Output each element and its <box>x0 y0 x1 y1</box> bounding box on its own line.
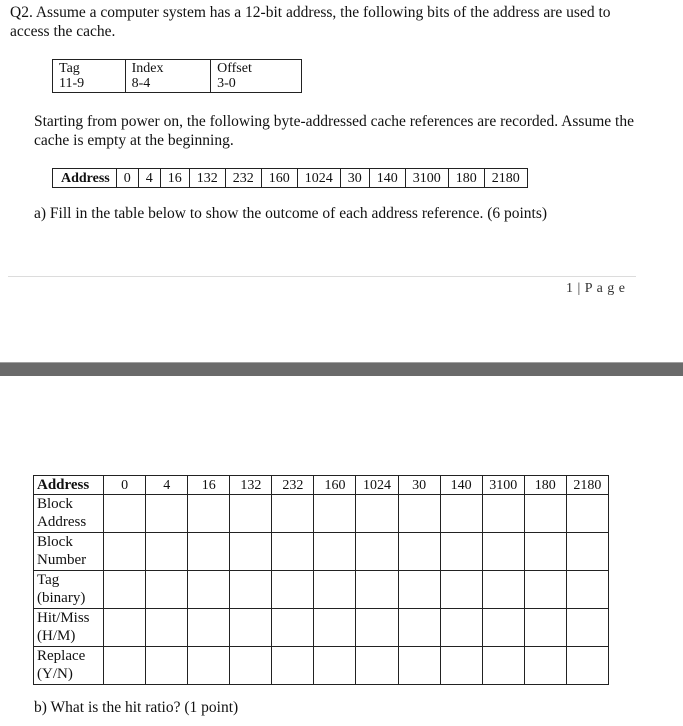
answer-cell[interactable] <box>146 647 188 685</box>
outcome-address-cell: 180 <box>524 476 566 495</box>
answer-cell[interactable] <box>188 495 230 533</box>
outcome-row-label: Tag (binary) <box>34 571 104 609</box>
answer-cell[interactable] <box>314 647 356 685</box>
address-cell: 232 <box>225 169 261 188</box>
answer-cell[interactable] <box>440 571 482 609</box>
answer-cell[interactable] <box>398 533 440 571</box>
answer-cell[interactable] <box>356 571 398 609</box>
address-cell: 4 <box>138 169 160 188</box>
answer-cell[interactable] <box>230 609 272 647</box>
answer-cell[interactable] <box>230 647 272 685</box>
address-header: Address <box>53 169 117 188</box>
answer-cell[interactable] <box>440 533 482 571</box>
answer-cell[interactable] <box>230 571 272 609</box>
answer-cell[interactable] <box>230 533 272 571</box>
answer-cell[interactable] <box>188 571 230 609</box>
answer-cell[interactable] <box>356 495 398 533</box>
address-cell: 140 <box>369 169 405 188</box>
outcome-address-cell: 30 <box>398 476 440 495</box>
outcome-row-label: Block Number <box>34 533 104 571</box>
answer-cell[interactable] <box>146 533 188 571</box>
outcome-row <box>34 533 609 571</box>
outcome-row <box>34 571 609 609</box>
answer-cell[interactable] <box>398 647 440 685</box>
answer-cell[interactable] <box>188 647 230 685</box>
outcome-row-label: Block Address <box>34 495 104 533</box>
answer-cell[interactable] <box>482 647 524 685</box>
answer-cell[interactable] <box>482 571 524 609</box>
answer-cell[interactable] <box>566 647 608 685</box>
answer-cell[interactable] <box>314 609 356 647</box>
answer-cell[interactable] <box>524 571 566 609</box>
outcome-address-cell: 0 <box>104 476 146 495</box>
bits-range: 3-0 <box>217 76 236 91</box>
answer-cell[interactable] <box>272 647 314 685</box>
bits-field-offset <box>211 60 302 93</box>
answer-cell[interactable] <box>356 609 398 647</box>
address-cell: 2180 <box>484 169 527 188</box>
answer-cell[interactable] <box>356 533 398 571</box>
part-b-text: b) What is the hit ratio? (1 point) <box>34 699 239 716</box>
answer-cell[interactable] <box>524 533 566 571</box>
address-cell: 1024 <box>297 169 340 188</box>
outcome-row-label: Hit/Miss (H/M) <box>34 609 104 647</box>
bits-field-tag <box>53 60 126 93</box>
outcome-address-cell: 16 <box>188 476 230 495</box>
address-cell: 180 <box>448 169 484 188</box>
bits-range: 8-4 <box>131 76 151 91</box>
answer-cell[interactable] <box>314 571 356 609</box>
answer-cell[interactable] <box>314 495 356 533</box>
outcome-address-cell: 132 <box>230 476 272 495</box>
answer-cell[interactable] <box>440 495 482 533</box>
bits-header: Offset <box>217 61 252 76</box>
outcome-table <box>33 475 609 685</box>
answer-cell[interactable] <box>524 609 566 647</box>
answer-cell[interactable] <box>482 609 524 647</box>
answer-cell[interactable] <box>398 495 440 533</box>
answer-cell[interactable] <box>524 495 566 533</box>
answer-cell[interactable] <box>566 533 608 571</box>
answer-cell[interactable] <box>566 495 608 533</box>
answer-cell[interactable] <box>398 571 440 609</box>
outcome-row <box>34 647 609 685</box>
address-cell: 30 <box>340 169 369 188</box>
outcome-address-cell: 4 <box>146 476 188 495</box>
answer-cell[interactable] <box>188 609 230 647</box>
address-bits-table <box>52 59 302 93</box>
answer-cell[interactable] <box>566 571 608 609</box>
answer-cell[interactable] <box>104 647 146 685</box>
answer-cell[interactable] <box>524 647 566 685</box>
outcome-row <box>34 495 609 533</box>
reference-address-table <box>52 168 528 188</box>
outcome-address-cell: 140 <box>440 476 482 495</box>
address-cell: 16 <box>160 169 189 188</box>
answer-cell[interactable] <box>272 533 314 571</box>
answer-cell[interactable] <box>440 647 482 685</box>
answer-cell[interactable] <box>482 495 524 533</box>
answer-cell[interactable] <box>104 571 146 609</box>
address-cell: 160 <box>261 169 297 188</box>
outcome-address-cell: 232 <box>272 476 314 495</box>
bits-field-index <box>125 60 210 93</box>
part-a-text: a) Fill in the table below to show the outcome of each address reference. (6 points) <box>34 205 548 222</box>
outcome-address-cell: 160 <box>314 476 356 495</box>
outcome-address-cell: 3100 <box>482 476 524 495</box>
answer-cell[interactable] <box>146 571 188 609</box>
page-break <box>0 363 683 376</box>
answer-cell[interactable] <box>356 647 398 685</box>
outcome-address-cell: 1024 <box>356 476 398 495</box>
address-cell: 132 <box>189 169 225 188</box>
outcome-address-cell: 2180 <box>566 476 608 495</box>
outcome-row <box>34 609 609 647</box>
answer-cell[interactable] <box>188 533 230 571</box>
address-cell: 0 <box>116 169 138 188</box>
outcome-row-label: Replace (Y/N) <box>34 647 104 685</box>
answer-cell[interactable] <box>272 571 314 609</box>
address-cell: 3100 <box>405 169 448 188</box>
question-text: Q2. Assume a computer system has a 12-bit address, the following bits of the address are used to access the cache. <box>10 4 611 40</box>
answer-cell[interactable] <box>440 609 482 647</box>
page-number: 1 | P a g e <box>566 281 626 296</box>
answer-cell[interactable] <box>398 609 440 647</box>
footer-divider <box>8 276 636 277</box>
answer-cell[interactable] <box>104 495 146 533</box>
bits-header: Tag <box>59 61 80 76</box>
bits-header: Index <box>131 61 164 76</box>
answer-cell[interactable] <box>146 609 188 647</box>
bits-range: 11-9 <box>59 76 85 91</box>
answer-cell[interactable] <box>104 609 146 647</box>
answer-cell[interactable] <box>146 495 188 533</box>
answer-cell[interactable] <box>104 533 146 571</box>
answer-cell[interactable] <box>482 533 524 571</box>
answer-cell[interactable] <box>314 533 356 571</box>
answer-cell[interactable] <box>272 495 314 533</box>
intro-paragraph: Starting from power on, the following byte-addressed cache references are recorded. Assume the cache is empty at the beginning. <box>34 113 634 149</box>
outcome-address-header: Address <box>34 476 104 495</box>
answer-cell[interactable] <box>272 609 314 647</box>
answer-cell[interactable] <box>566 609 608 647</box>
answer-cell[interactable] <box>230 495 272 533</box>
